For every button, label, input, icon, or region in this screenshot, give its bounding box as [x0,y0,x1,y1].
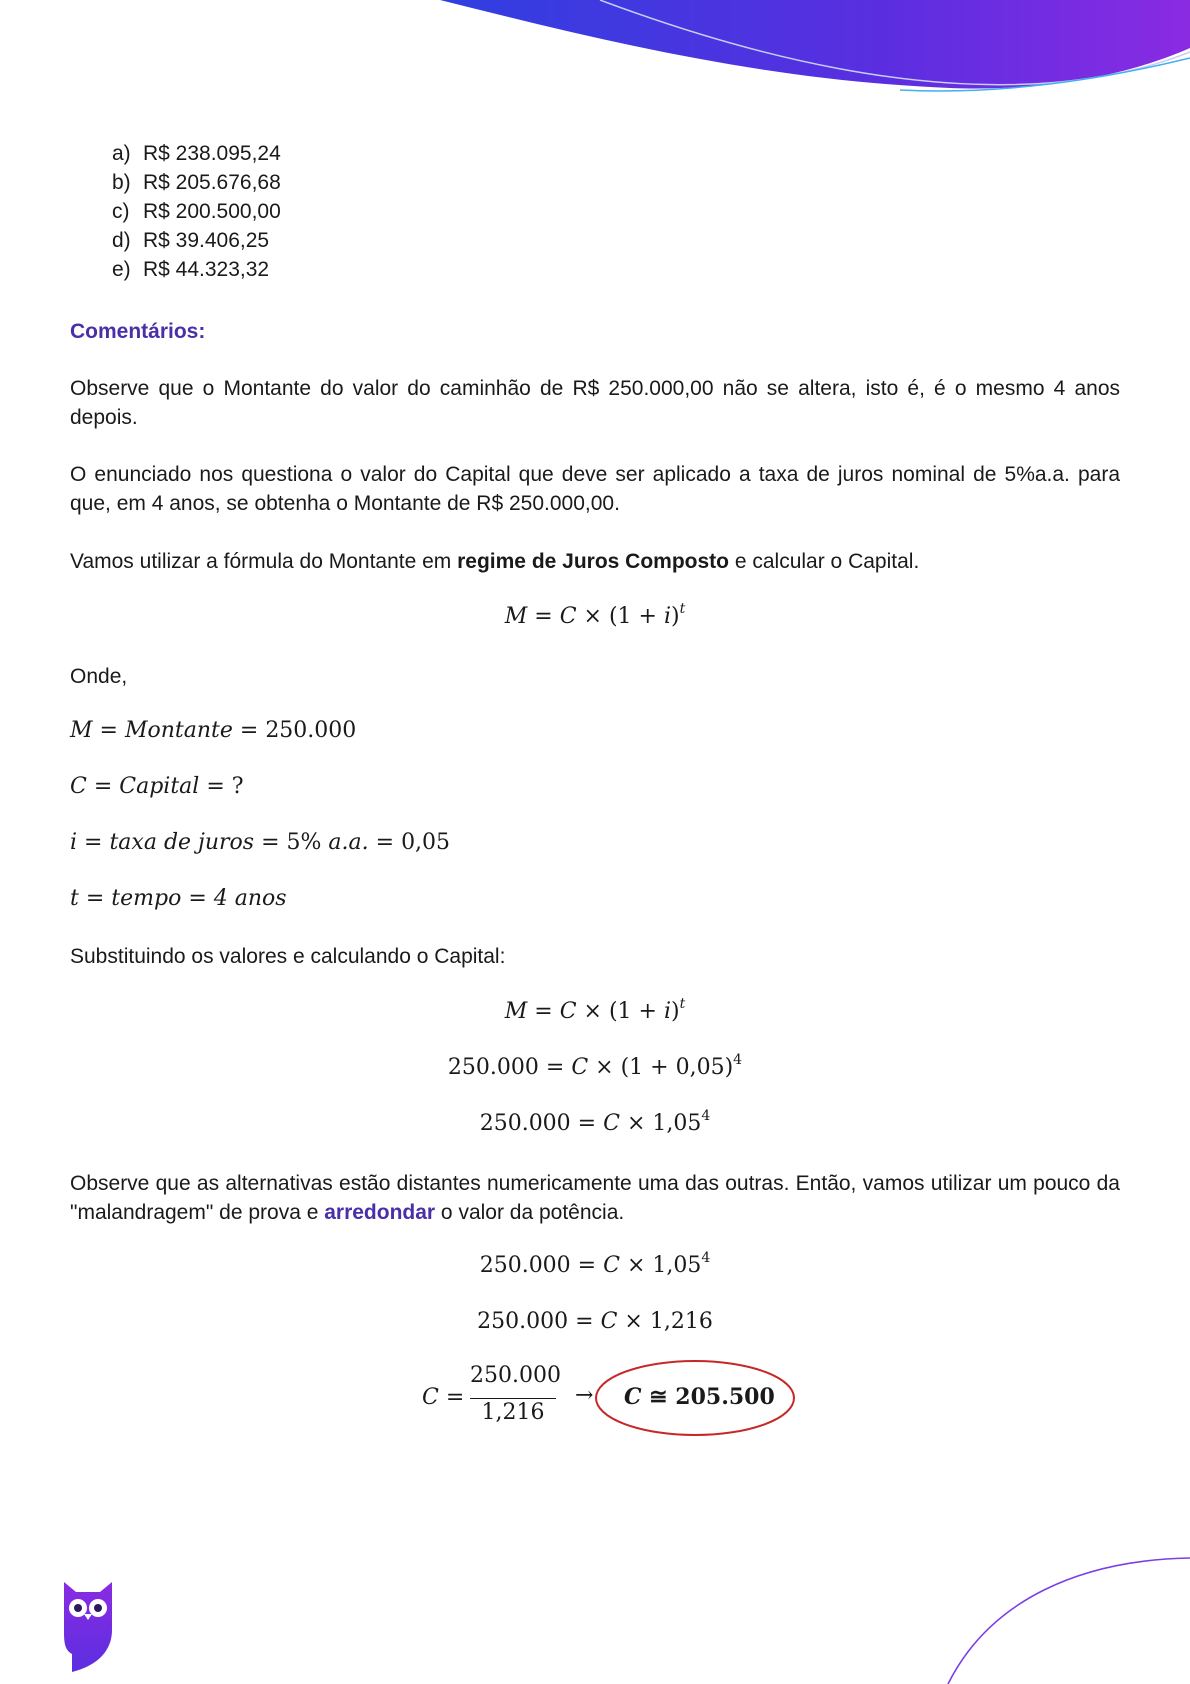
option-a[interactable] [112,142,281,166]
formula-montante-2: $M = C \times (1 + i)^t$ [504,996,686,1024]
text: Observe que as alternativas estão distantes numericamente uma das outras. Então, vamos utilizar um pouco da "malandragem" de prova e [70,1172,1120,1224]
formula-rounded: 250.000 = C × 1,216 [477,1309,713,1334]
value: 1 + 0,05 [629,1055,725,1080]
arrow-icon: → [575,1383,594,1408]
option-letter: a) [112,142,131,165]
exponent: 4 [701,1108,711,1124]
text: e calcular o Capital. [729,550,920,573]
option-d[interactable] [112,229,269,253]
option-value: R$ 238.095,24 [143,142,281,165]
paragraph-arredondar [70,1169,1120,1227]
footer-curve-decoration [900,1540,1190,1684]
option-letter: b) [112,171,131,194]
highlight-text: arredondar [324,1201,436,1224]
fraction-numerator: 250.000 [470,1363,561,1388]
formula-power: $250.000 = C \times 1,05^4$ [479,1108,711,1136]
def-unit: anos [234,886,287,911]
formula-montante: $M = C \times (1 + i)^t$ [504,601,686,629]
option-letter: e) [112,258,131,281]
text: Vamos utilizar a fórmula do Montante em [70,550,458,573]
def-value: 4 [213,886,228,911]
option-value: R$ 44.323,32 [143,258,270,281]
def-tempo: t = tempo = 4 anos [70,886,287,911]
value: 1,216 [649,1309,713,1334]
value: 250.000 [477,1309,569,1334]
option-letter: d) [112,229,131,252]
value: 1,05 [652,1111,702,1136]
def-name: tempo [111,886,182,911]
option-value: R$ 205.676,68 [143,171,281,194]
def-value: 250.000 [265,718,357,743]
def-montante: M = Montante = 250.000 [70,718,357,743]
owl-logo-icon [62,1578,114,1674]
bold-text: regime de Juros Composto [457,550,730,573]
fraction-lhs: C = [422,1385,465,1410]
def-capital: C = Capital = ? [70,774,244,799]
header-wave-decoration [0,0,1190,100]
paragraph-enunciado: O enunciado nos questiona o valor do Capital que deve ser aplicado a taxa de juros nominal de 5%a.a. para que, em 4 anos, se obtenha o Montante de R$ 250.000,00. [70,463,1120,515]
option-e[interactable] [112,258,269,282]
value: 205.500 [675,1384,775,1410]
text: o valor da potência. [435,1201,625,1224]
option-c[interactable] [112,200,281,224]
def-rate: 5% [286,830,322,855]
value: 250.000 [479,1253,571,1278]
def-value: 0,05 [401,830,451,855]
option-b[interactable] [112,171,281,195]
exponent: 4 [701,1250,711,1266]
def-value: ? [231,774,244,799]
paragraph-montante: Observe que o Montante do valor do caminhão de R$ 250.000,00 não se altera, isto é, é o mesmo 4 anos depois. [70,377,1120,429]
def-name: taxa de juros [109,830,255,855]
paragraph-formula-intro [70,547,1120,576]
value: 1,05 [652,1253,702,1278]
def-unit: a.a. [328,830,369,855]
option-value: R$ 39.406,25 [143,229,270,252]
def-name: Montante [124,718,233,743]
option-value: R$ 200.500,00 [143,200,281,223]
comentarios-heading: Comentários: [70,320,206,343]
def-name: Capital [119,774,200,799]
fraction-bar [470,1398,556,1399]
onde-label: Onde, [70,665,128,688]
exponent: 4 [733,1052,743,1068]
result-value: C ≅ 205.500 [624,1384,775,1410]
fraction-denominator: 1,216 [481,1400,545,1425]
formula-power-repeat: $250.000 = C \times 1,05^4$ [479,1250,711,1278]
value: 250.000 [447,1055,539,1080]
def-taxa: i = taxa de juros = 5% a.a. = 0,05 [70,830,451,855]
option-letter: c) [112,200,130,223]
paragraph-substituindo: Substituindo os valores e calculando o Capital: [70,945,506,968]
value: 250.000 [479,1111,571,1136]
formula-substituted: $250.000 = C \times (1 + 0,05)^4$ [447,1052,743,1080]
